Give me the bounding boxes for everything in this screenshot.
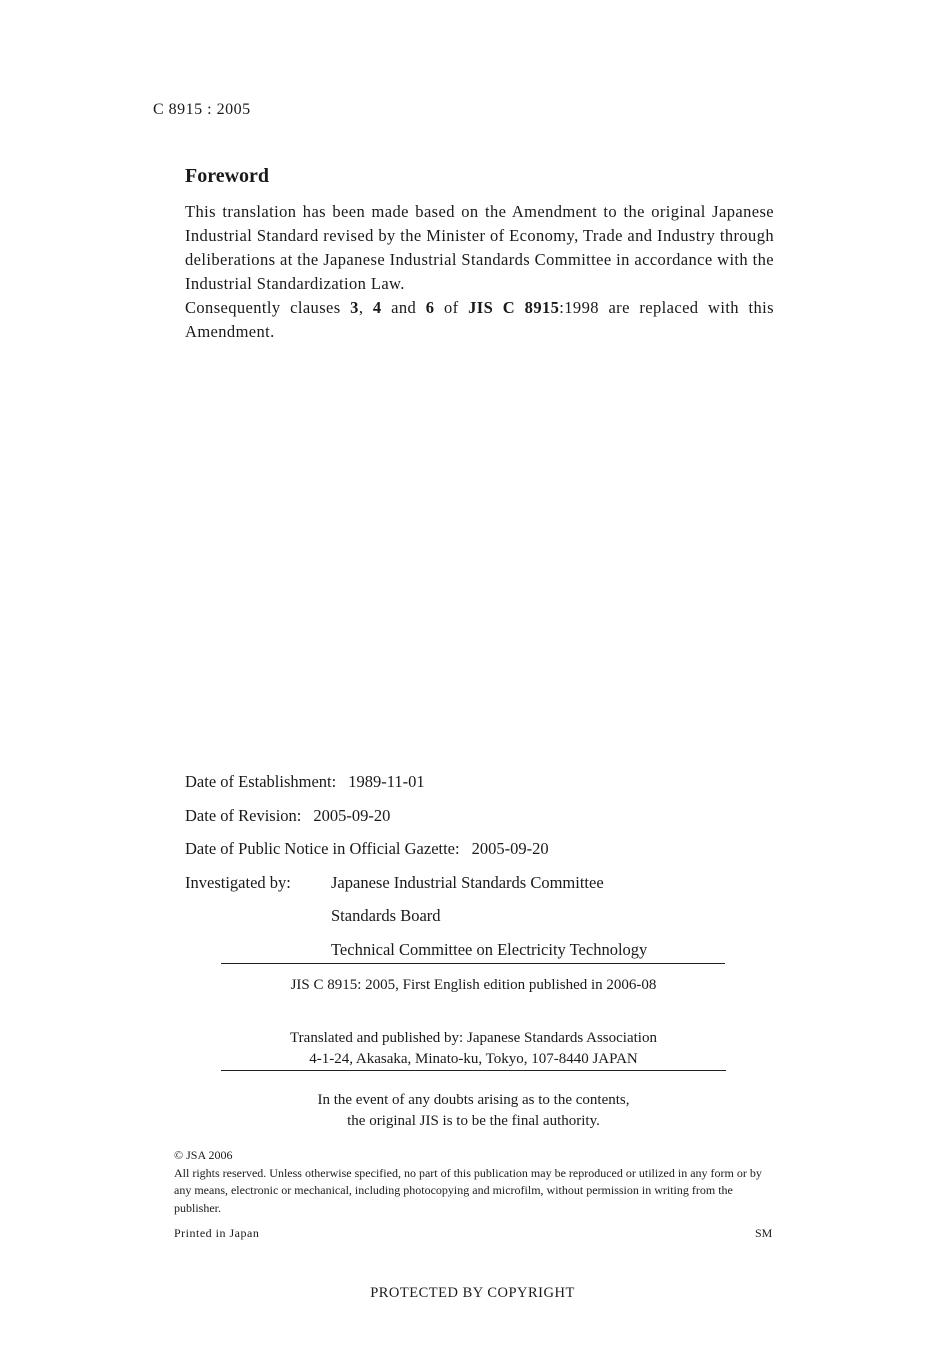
establishment-label: Date of Establishment:: [185, 772, 337, 791]
standard-id: C 8915 : 2005: [153, 101, 251, 118]
investigator-board: Standards Board: [331, 906, 441, 925]
edition-info: JIS C 8915: 2005, First English edition published in 2006-08: [290, 977, 657, 993]
revision-row: [185, 804, 745, 838]
authority-line-1: In the event of any doubts arising as to the contents,: [317, 1092, 630, 1108]
separator-1: ,: [358, 298, 373, 317]
publisher-address: 4-1-24, Akasaka, Minato-ku, Tokyo, 107-8440 JAPAN: [309, 1051, 638, 1067]
standard-reference: JIS C 8915: [468, 298, 560, 317]
investigated-by-row: [185, 871, 745, 905]
foreword-title: Foreword: [185, 165, 270, 187]
foreword-body: [185, 200, 774, 344]
foreword-paragraph-1: This translation has been made based on the Amendment to the original Japanese Industrial Standard revised by the Minister of Economy, Trade and Industry through deliberations at the Japanese Industrial Standards Committee in accordance with the Industrial Standardization Law.: [185, 202, 774, 293]
gazette-notice-label: Date of Public Notice in Official Gazette:: [185, 839, 460, 858]
clause-6: 6: [425, 298, 435, 317]
rights-statement: All rights reserved. Unless otherwise specified, no part of this publication may be reproduced or utilized in any form or by any means, electronic or mechanical, including photocopying and microfilm, without permission in writing from the publisher.: [174, 1165, 762, 1215]
authority-notice: [221, 1090, 726, 1132]
revision-label: Date of Revision:: [185, 805, 302, 825]
paragraph-2-suffix: :1998 are replaced with this Amendment.: [185, 298, 774, 341]
establishment-row: [185, 770, 745, 804]
investigator-technical-committee: Technical Committee on Electricity Technology: [331, 939, 648, 959]
investigator-committee: Japanese Industrial Standards Committee: [331, 872, 604, 892]
dates-block: [185, 770, 745, 971]
copyright-notice: © JSA 2006: [174, 1148, 233, 1162]
investigator-row: [185, 904, 745, 938]
publication-code: SM: [755, 1226, 773, 1240]
publisher-name: Translated and published by: Japanese Standards Association: [290, 1030, 657, 1046]
divider-line: [221, 1070, 726, 1071]
divider-line: [221, 963, 725, 964]
copyright-protection-footer: PROTECTED BY COPYRIGHT: [370, 1285, 575, 1301]
clause-3: 3: [350, 298, 359, 317]
investigator-row: [185, 938, 745, 972]
gazette-notice-value: 2005-09-20: [471, 839, 549, 858]
revision-value: 2005-09-20: [313, 805, 391, 825]
investigated-by-label: Investigated by:: [185, 872, 291, 892]
clause-4: 4: [372, 298, 382, 317]
copyright-block: [174, 1147, 782, 1217]
foreword-paragraph-2: [185, 296, 774, 344]
gazette-notice-row: [185, 837, 745, 871]
authority-line-2: the original JIS is to be the final authority.: [347, 1113, 600, 1129]
paragraph-2-prefix: Consequently clauses: [185, 298, 351, 317]
establishment-value: 1989-11-01: [348, 772, 425, 791]
separator-2: and: [381, 298, 426, 317]
printed-in: Printed in Japan: [174, 1226, 260, 1240]
paragraph-2-mid: of: [434, 298, 469, 317]
publisher-info: [221, 1028, 726, 1070]
